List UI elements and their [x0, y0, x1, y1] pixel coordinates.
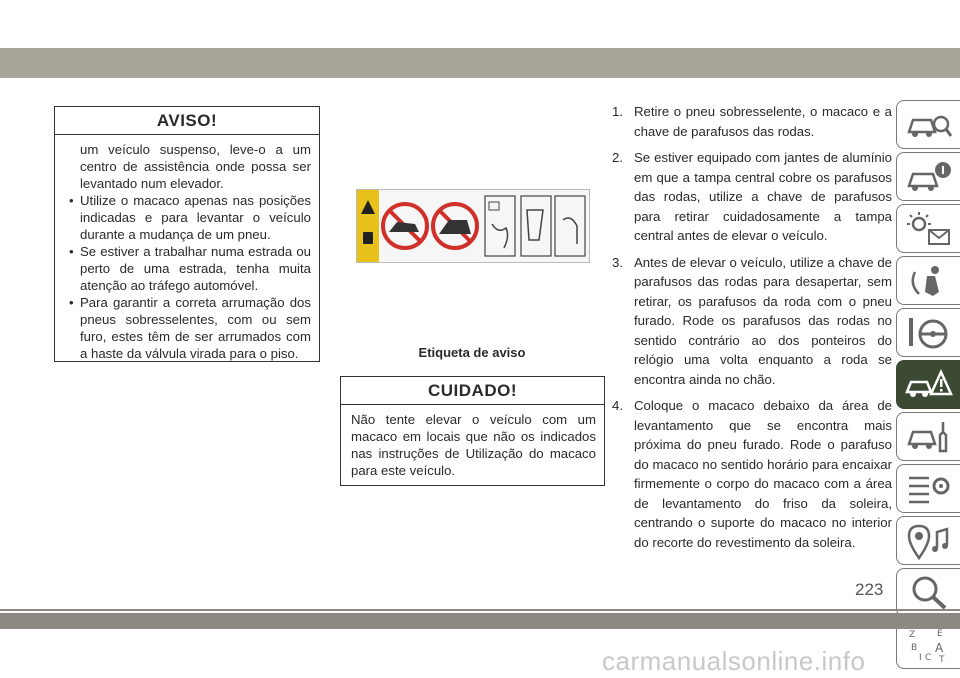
- tab-warning-lights[interactable]: [896, 204, 960, 253]
- top-decorative-band: [0, 48, 960, 78]
- step-item: 3. Antes de elevar o veículo, utilize a chave de parafusos das rodas para desapertar, sem retirar, os parafusos da roda com o pneu furado. Rode os parafusos das rodas no sentido contrário ao dos ponteiros do relógio uma volta enquanto a roda se encontra ainda no chão.: [612, 254, 892, 387]
- steering-wheel-icon: [905, 314, 953, 352]
- emergency-car-icon: [905, 366, 953, 404]
- tab-service[interactable]: [896, 412, 960, 461]
- index-letters-icon: [905, 626, 953, 664]
- watermark-text: carmanualsonline.info: [602, 646, 866, 676]
- warning-continued-text: um veículo suspenso, leve-o a um centro de assistência onde possa ser levantado num elevador.: [80, 142, 311, 191]
- car-service-icon: [905, 418, 953, 456]
- steps-list: [612, 102, 892, 559]
- settings-list-icon: [905, 470, 953, 508]
- warning-title: AVISO!: [55, 107, 319, 135]
- tab-driving[interactable]: [896, 308, 960, 357]
- svg-text:C: C: [924, 652, 931, 663]
- svg-text:B: B: [910, 642, 917, 653]
- warning-box: [54, 106, 320, 362]
- warning-body: [55, 135, 319, 370]
- multimedia-icon: [905, 522, 953, 560]
- tab-emergency[interactable]: [896, 360, 960, 409]
- car-info-icon: [905, 158, 953, 196]
- caution-box: [340, 376, 605, 486]
- car-search-icon: [905, 106, 953, 144]
- warning-lights-message-icon: [905, 210, 953, 248]
- tab-multimedia[interactable]: [896, 516, 960, 565]
- page-number: 223: [855, 580, 884, 599]
- warning-label-image: [356, 189, 590, 263]
- warning-bullet: • Se estiver a trabalhar numa estrada ou perto de uma estrada, tenha muita atenção ao tráfego automóvel.: [69, 244, 311, 293]
- warning-bullet: • Para garantir a correta arrumação dos pneus sobresselentes, com ou sem furo, estes têm de ser arrumados com a haste da válvula virada para o piso.: [69, 295, 311, 361]
- svg-text:Z: Z: [908, 629, 915, 640]
- tab-specifications[interactable]: [896, 464, 960, 513]
- svg-text:A: A: [934, 640, 943, 655]
- bottom-decorative-band: [0, 613, 960, 629]
- svg-text:E: E: [936, 628, 943, 639]
- search-icon: [905, 574, 953, 612]
- tab-car-info[interactable]: [896, 152, 960, 201]
- step-item: 4. Coloque o macaco debaixo da área de levantamento que se encontra mais próxima do pneu furado. Rode o parafuso do macaco no sentido horário para encaixar firmemente o corpo do macaco com a área de levantamento do friso da soleira, centrando o suporte do macaco no interior do recorte do revestimento da soleira.: [612, 398, 892, 550]
- warning-bullet: • Utilize o macaco apenas nas posições indicadas e para levantar o veículo durante a mudança de um pneu.: [69, 193, 311, 242]
- tab-car-search[interactable]: [896, 100, 960, 149]
- step-item: 1. Retire o pneu sobresselente, o macaco e a chave de parafusos das rodas.: [612, 104, 892, 139]
- caution-text: Não tente elevar o veículo com um macaco em locais que não os indicados nas instruções de Utilização do macaco para este veículo.: [351, 412, 596, 478]
- step-item: 2. Se estiver equipado com jantes de alumínio em que a tampa central cobre os parafusos das rodas, utilize a chave de parafusos para retirar cuidadosamente a tampa central antes de elevar o veículo.: [612, 150, 892, 243]
- seat-airbag-icon: [905, 262, 953, 300]
- caution-title: CUIDADO!: [341, 377, 604, 405]
- figure-caption: Etiqueta de aviso: [418, 345, 526, 360]
- bottom-divider: [0, 609, 960, 611]
- svg-text:I: I: [918, 652, 922, 663]
- svg-text:T: T: [938, 654, 944, 664]
- chapter-tabs: [896, 100, 960, 672]
- tab-safety[interactable]: [896, 256, 960, 305]
- caution-body: [341, 405, 604, 487]
